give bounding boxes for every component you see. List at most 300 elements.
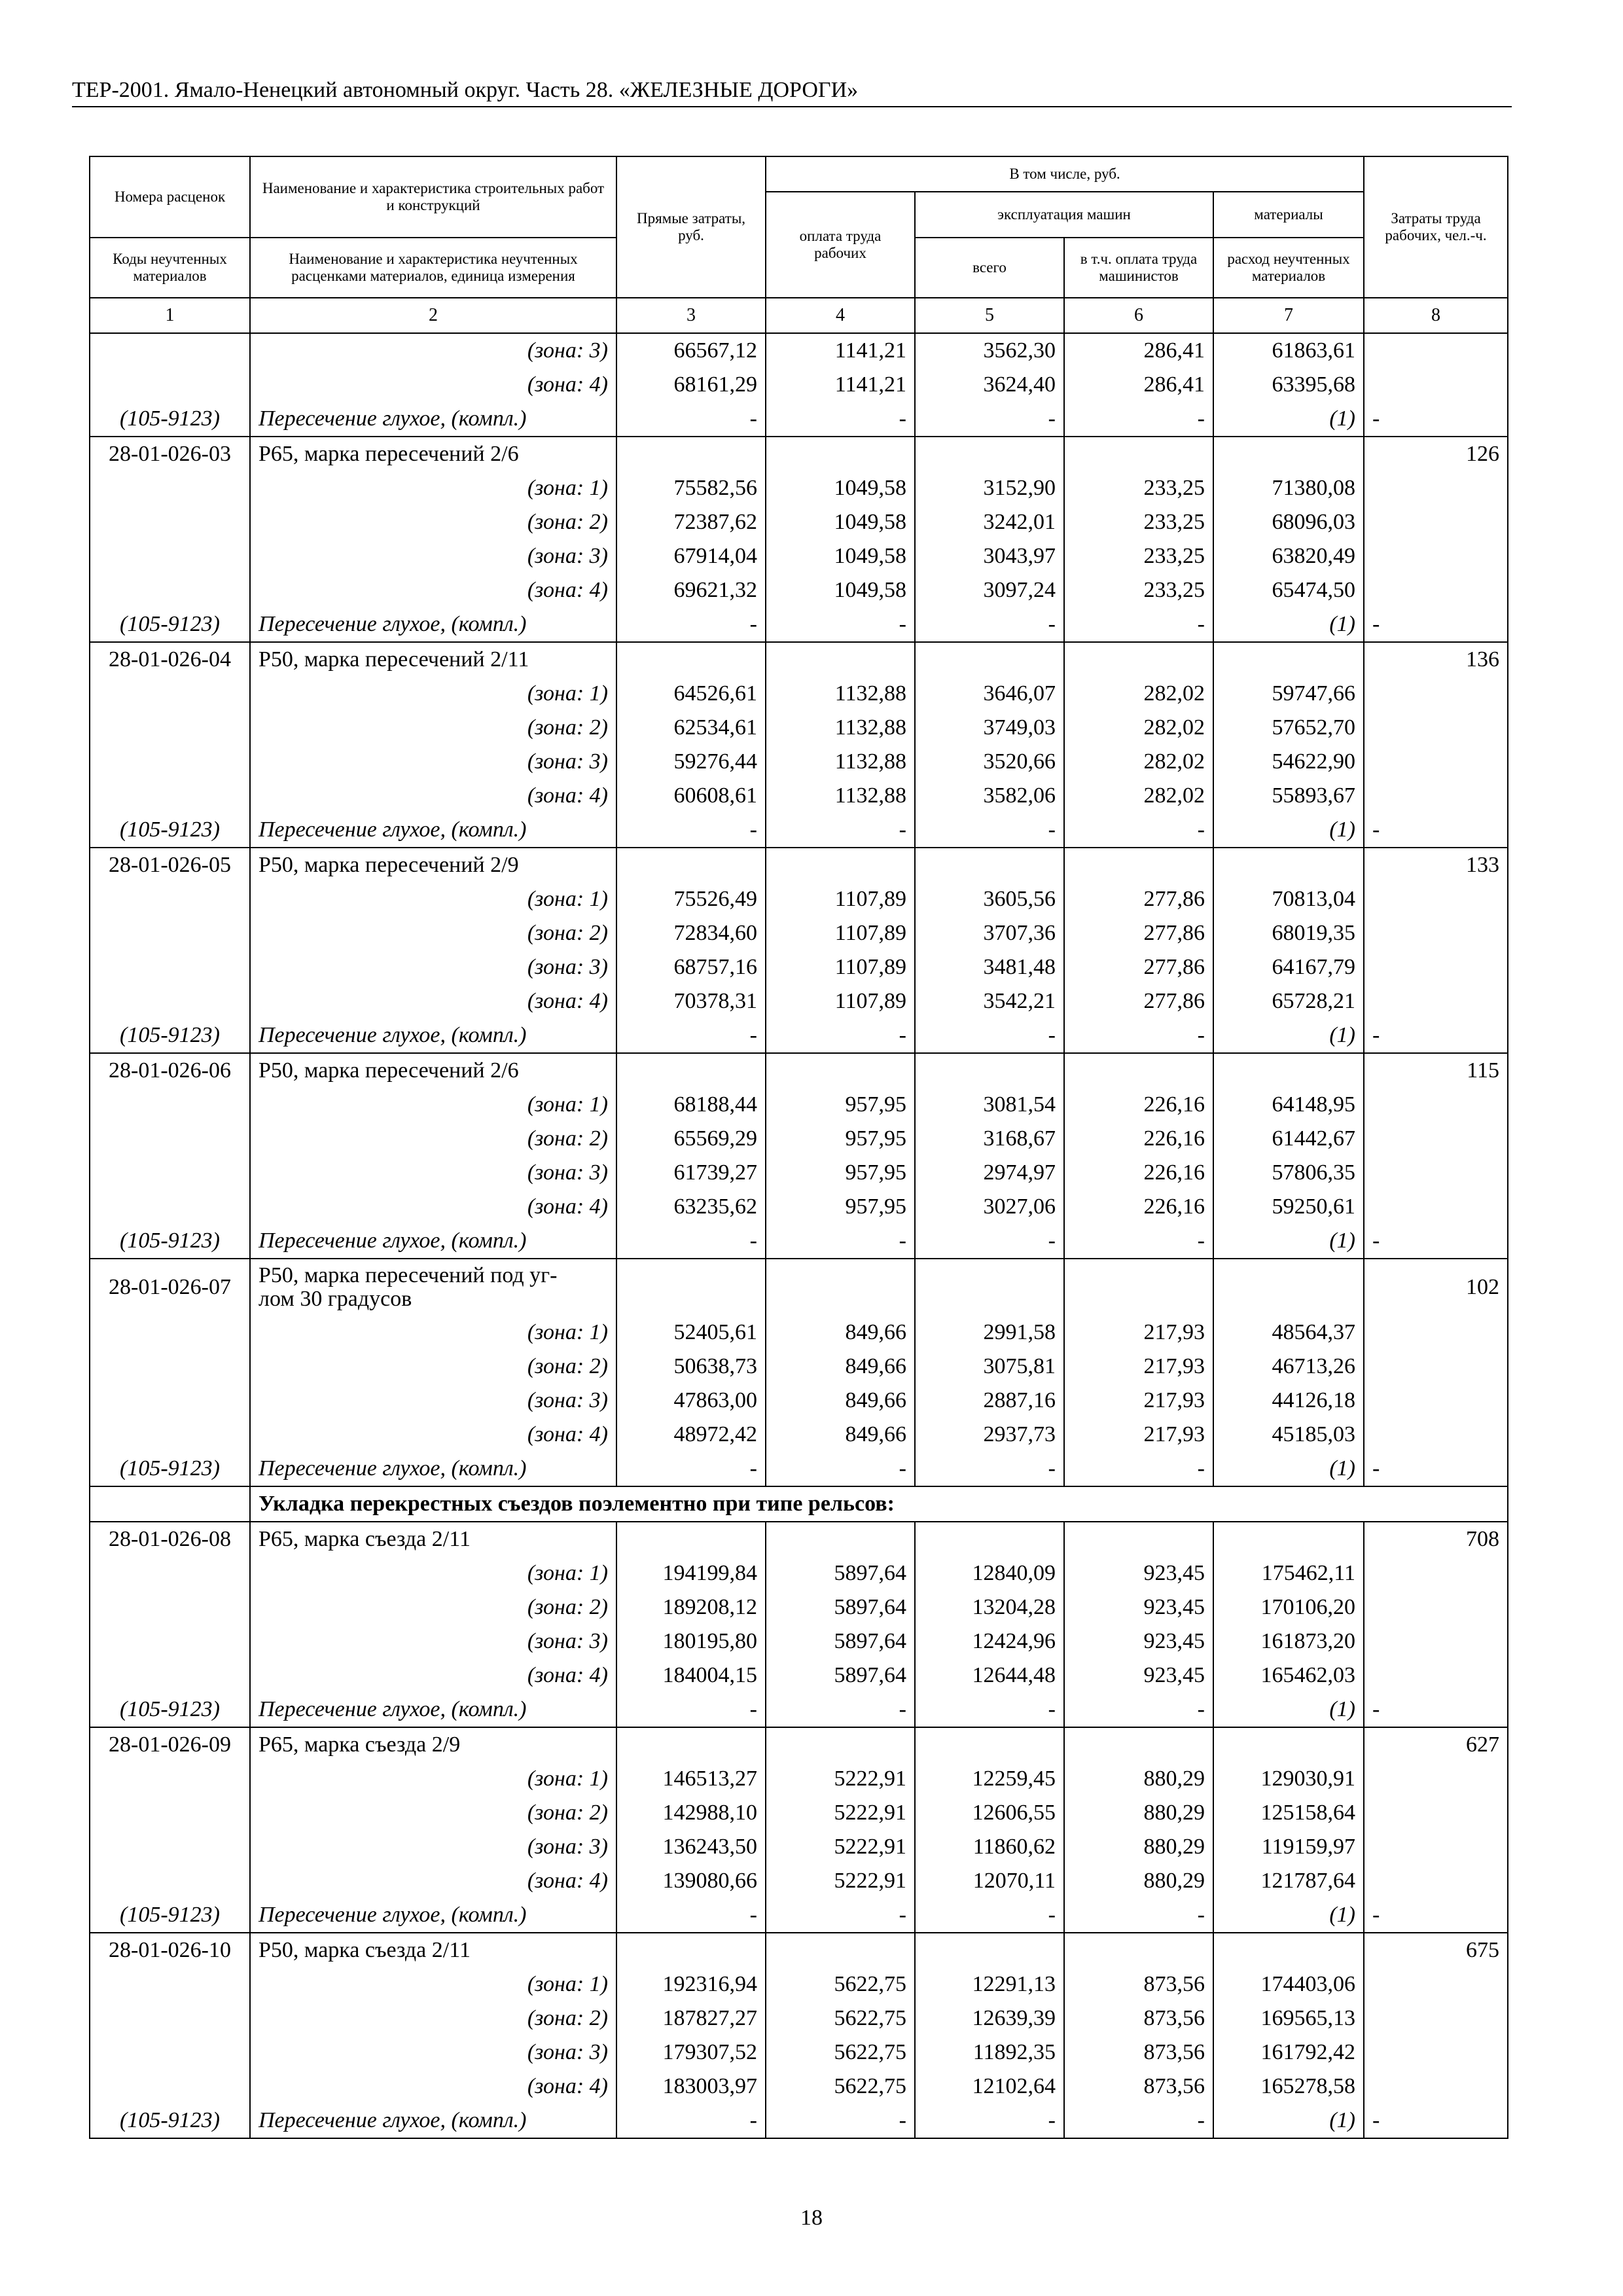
value-cell: 12606,55 — [915, 1796, 1064, 1830]
empty-cell — [90, 1624, 250, 1659]
zone-row — [90, 1659, 1508, 1693]
material-value: - — [1364, 2104, 1508, 2138]
value-cell: 12644,48 — [915, 1659, 1064, 1693]
material-code: (105-9123) — [90, 1452, 250, 1486]
value-cell: 12840,09 — [915, 1556, 1064, 1590]
value-cell: 1132,88 — [766, 711, 915, 745]
material-value: - — [616, 1452, 766, 1486]
value-cell: 165278,58 — [1213, 2070, 1364, 2104]
zone-label: (зона: 1) — [250, 1316, 616, 1350]
zone-row — [90, 1088, 1508, 1122]
material-value: - — [616, 402, 766, 437]
value-cell: 226,16 — [1064, 1088, 1213, 1122]
empty-cell — [90, 2001, 250, 2036]
empty-cell — [1064, 642, 1213, 677]
material-name: Пересечение глухое, (компл.) — [250, 402, 616, 437]
empty-cell — [1364, 1190, 1508, 1224]
value-cell: 3097,24 — [915, 573, 1064, 607]
zone-label: (зона: 4) — [250, 368, 616, 402]
value-cell: 3749,03 — [915, 711, 1064, 745]
empty-cell — [90, 1556, 250, 1590]
value-cell: 3043,97 — [915, 539, 1064, 573]
value-cell: 63820,49 — [1213, 539, 1364, 573]
empty-cell — [915, 1522, 1064, 1556]
value-cell: 65569,29 — [616, 1122, 766, 1156]
value-cell: 282,02 — [1064, 745, 1213, 779]
empty-cell — [90, 1590, 250, 1624]
value-cell: 161792,42 — [1213, 2036, 1364, 2070]
value-cell: 48564,37 — [1213, 1316, 1364, 1350]
value-cell: 63235,62 — [616, 1190, 766, 1224]
value-cell: 5897,64 — [766, 1590, 915, 1624]
col-header-6: в т.ч. оплата труда машинистов — [1064, 238, 1213, 298]
rate-code: 28-01-026-09 — [90, 1727, 250, 1762]
empty-cell — [90, 745, 250, 779]
zone-row — [90, 1418, 1508, 1452]
value-cell: 142988,10 — [616, 1796, 766, 1830]
value-cell: 72834,60 — [616, 916, 766, 950]
empty-cell — [1364, 1659, 1508, 1693]
empty-cell — [90, 711, 250, 745]
value-cell: 44126,18 — [1213, 1384, 1364, 1418]
zone-label: (зона: 3) — [250, 950, 616, 984]
empty-cell — [1364, 984, 1508, 1018]
empty-cell — [766, 1727, 915, 1762]
value-cell: 233,25 — [1064, 471, 1213, 505]
empty-cell — [90, 677, 250, 711]
value-cell: 3242,01 — [915, 505, 1064, 539]
empty-cell — [1364, 1350, 1508, 1384]
zone-row — [90, 984, 1508, 1018]
value-cell: 880,29 — [1064, 1762, 1213, 1796]
value-cell: 1049,58 — [766, 573, 915, 607]
material-row — [90, 402, 1508, 437]
empty-cell — [1213, 1259, 1364, 1316]
material-name: Пересечение глухое, (компл.) — [250, 813, 616, 848]
empty-cell — [766, 1053, 915, 1088]
empty-cell — [1364, 1418, 1508, 1452]
value-cell: 282,02 — [1064, 677, 1213, 711]
labor-cost: 133 — [1364, 848, 1508, 882]
zone-row — [90, 711, 1508, 745]
value-cell: 3152,90 — [915, 471, 1064, 505]
material-name: Пересечение глухое, (компл.) — [250, 2104, 616, 2138]
zone-label: (зона: 3) — [250, 1384, 616, 1418]
zone-row — [90, 2036, 1508, 2070]
empty-cell — [90, 2070, 250, 2104]
empty-cell — [616, 437, 766, 471]
col-header-1a: Номера расценок — [90, 156, 250, 238]
material-name: Пересечение глухое, (компл.) — [250, 1224, 616, 1259]
zone-row — [90, 471, 1508, 505]
empty-cell — [90, 471, 250, 505]
value-cell: 68757,16 — [616, 950, 766, 984]
empty-cell — [915, 437, 1064, 471]
zone-row — [90, 1350, 1508, 1384]
material-row — [90, 1224, 1508, 1259]
material-value: - — [1064, 402, 1213, 437]
rate-name: Р65, марка съезда 2/11 — [250, 1522, 616, 1556]
zone-label: (зона: 3) — [250, 1156, 616, 1190]
col-num: 3 — [616, 298, 766, 333]
empty-cell — [90, 1350, 250, 1384]
value-cell: 61863,61 — [1213, 333, 1364, 368]
value-cell: 12259,45 — [915, 1762, 1064, 1796]
value-cell: 873,56 — [1064, 2070, 1213, 2104]
value-cell: 59276,44 — [616, 745, 766, 779]
value-cell: 136243,50 — [616, 1830, 766, 1864]
value-cell: 5622,75 — [766, 2070, 915, 2104]
zone-label: (зона: 2) — [250, 711, 616, 745]
empty-cell — [766, 1522, 915, 1556]
empty-cell — [915, 848, 1064, 882]
material-value: - — [1364, 1693, 1508, 1727]
empty-cell — [1364, 1590, 1508, 1624]
value-cell: 184004,15 — [616, 1659, 766, 1693]
empty-cell — [1213, 1933, 1364, 1967]
material-value: (1) — [1213, 2104, 1364, 2138]
empty-cell — [90, 779, 250, 813]
zone-label: (зона: 1) — [250, 677, 616, 711]
value-cell: 277,86 — [1064, 882, 1213, 916]
zone-row — [90, 505, 1508, 539]
value-cell: 3520,66 — [915, 745, 1064, 779]
value-cell: 3075,81 — [915, 1350, 1064, 1384]
zone-row — [90, 1556, 1508, 1590]
value-cell: 64526,61 — [616, 677, 766, 711]
empty-cell — [1064, 1727, 1213, 1762]
value-cell: 849,66 — [766, 1316, 915, 1350]
material-value: (1) — [1213, 813, 1364, 848]
empty-cell — [1364, 2036, 1508, 2070]
rate-row — [90, 1259, 1508, 1316]
material-value: - — [1064, 813, 1213, 848]
zone-label: (зона: 3) — [250, 539, 616, 573]
labor-cost: 675 — [1364, 1933, 1508, 1967]
zone-label: (зона: 2) — [250, 1796, 616, 1830]
empty-cell — [616, 1933, 766, 1967]
zone-label: (зона: 4) — [250, 779, 616, 813]
labor-cost: 102 — [1364, 1259, 1508, 1316]
value-cell: 63395,68 — [1213, 368, 1364, 402]
material-value: - — [766, 2104, 915, 2138]
empty-cell — [1364, 1316, 1508, 1350]
zone-label: (зона: 2) — [250, 1590, 616, 1624]
zone-row — [90, 779, 1508, 813]
zone-label: (зона: 2) — [250, 505, 616, 539]
material-value: - — [1064, 607, 1213, 642]
value-cell: 217,93 — [1064, 1418, 1213, 1452]
material-row — [90, 1452, 1508, 1486]
zone-row — [90, 745, 1508, 779]
value-cell: 1049,58 — [766, 505, 915, 539]
empty-cell — [1213, 1053, 1364, 1088]
value-cell: 75582,56 — [616, 471, 766, 505]
material-value: (1) — [1213, 1224, 1364, 1259]
zone-row — [90, 950, 1508, 984]
rate-row — [90, 1522, 1508, 1556]
value-cell: 3481,48 — [915, 950, 1064, 984]
value-cell: 61442,67 — [1213, 1122, 1364, 1156]
material-code: (105-9123) — [90, 1018, 250, 1053]
zone-label: (зона: 1) — [250, 882, 616, 916]
value-cell: 5222,91 — [766, 1762, 915, 1796]
material-value: - — [1064, 2104, 1213, 2138]
value-cell: 129030,91 — [1213, 1762, 1364, 1796]
empty-cell — [90, 1122, 250, 1156]
zone-label: (зона: 1) — [250, 1556, 616, 1590]
value-cell: 3624,40 — [915, 368, 1064, 402]
zone-label: (зона: 2) — [250, 1350, 616, 1384]
zone-label: (зона: 4) — [250, 1418, 616, 1452]
value-cell: 957,95 — [766, 1156, 915, 1190]
value-cell: 880,29 — [1064, 1864, 1213, 1898]
value-cell: 5897,64 — [766, 1556, 915, 1590]
labor-cost: 708 — [1364, 1522, 1508, 1556]
value-cell: 5222,91 — [766, 1864, 915, 1898]
material-value: - — [1364, 607, 1508, 642]
value-cell: 5622,75 — [766, 1967, 915, 2001]
value-cell: 217,93 — [1064, 1350, 1213, 1384]
empty-cell — [766, 437, 915, 471]
material-value: - — [616, 1224, 766, 1259]
empty-cell — [1064, 1933, 1213, 1967]
col-num: 7 — [1213, 298, 1364, 333]
zone-label: (зона: 3) — [250, 2036, 616, 2070]
empty-cell — [766, 642, 915, 677]
value-cell: 2887,16 — [915, 1384, 1064, 1418]
value-cell: 217,93 — [1064, 1384, 1213, 1418]
material-value: - — [1364, 1898, 1508, 1933]
col-header-5: всего — [915, 238, 1064, 298]
value-cell: 880,29 — [1064, 1830, 1213, 1864]
zone-label: (зона: 2) — [250, 2001, 616, 2036]
material-value: - — [915, 607, 1064, 642]
value-cell: 923,45 — [1064, 1624, 1213, 1659]
material-value: (1) — [1213, 1898, 1364, 1933]
rate-row — [90, 1727, 1508, 1762]
empty-cell — [90, 1088, 250, 1122]
col-header-8: Затраты труда рабочих, чел.-ч. — [1364, 156, 1508, 298]
material-value: (1) — [1213, 1693, 1364, 1727]
value-cell: 75526,49 — [616, 882, 766, 916]
empty-cell — [1364, 1556, 1508, 1590]
value-cell: 192316,94 — [616, 1967, 766, 2001]
rate-name: Р50, марка пересечений под уг- лом 30 градусов — [250, 1259, 616, 1316]
col-num: 2 — [250, 298, 616, 333]
empty-cell — [1364, 471, 1508, 505]
empty-cell — [1364, 539, 1508, 573]
value-cell: 233,25 — [1064, 505, 1213, 539]
value-cell: 68188,44 — [616, 1088, 766, 1122]
value-cell: 233,25 — [1064, 573, 1213, 607]
material-name: Пересечение глухое, (компл.) — [250, 1452, 616, 1486]
material-value: - — [1064, 1018, 1213, 1053]
value-cell: 12070,11 — [915, 1864, 1064, 1898]
zone-label: (зона: 4) — [250, 2070, 616, 2104]
value-cell: 282,02 — [1064, 779, 1213, 813]
zone-row — [90, 2001, 1508, 2036]
zone-label: (зона: 4) — [250, 1864, 616, 1898]
value-cell: 69621,32 — [616, 573, 766, 607]
rate-row — [90, 642, 1508, 677]
material-row — [90, 1898, 1508, 1933]
material-value: - — [616, 2104, 766, 2138]
empty-cell — [915, 642, 1064, 677]
material-row — [90, 1693, 1508, 1727]
material-code: (105-9123) — [90, 2104, 250, 2138]
zone-label: (зона: 4) — [250, 573, 616, 607]
material-value: - — [616, 813, 766, 848]
material-name: Пересечение глухое, (компл.) — [250, 607, 616, 642]
empty-cell — [915, 1933, 1064, 1967]
value-cell: 3707,36 — [915, 916, 1064, 950]
zone-row — [90, 539, 1508, 573]
empty-cell — [1364, 950, 1508, 984]
value-cell: 849,66 — [766, 1418, 915, 1452]
empty-cell — [1364, 1830, 1508, 1864]
empty-cell — [1364, 1156, 1508, 1190]
rate-code: 28-01-026-07 — [90, 1259, 250, 1316]
value-cell: 12424,96 — [915, 1624, 1064, 1659]
value-cell: 59747,66 — [1213, 677, 1364, 711]
empty-cell — [1364, 368, 1508, 402]
value-cell: 125158,64 — [1213, 1796, 1364, 1830]
empty-cell — [1213, 437, 1364, 471]
value-cell: 3562,30 — [915, 333, 1064, 368]
empty-cell — [90, 984, 250, 1018]
empty-cell — [1064, 848, 1213, 882]
value-cell: 183003,97 — [616, 2070, 766, 2104]
value-cell: 5622,75 — [766, 2036, 915, 2070]
rate-row — [90, 1053, 1508, 1088]
empty-cell — [90, 882, 250, 916]
value-cell: 3168,67 — [915, 1122, 1064, 1156]
empty-cell — [1064, 437, 1213, 471]
value-cell: 55893,67 — [1213, 779, 1364, 813]
value-cell: 957,95 — [766, 1088, 915, 1122]
zone-row — [90, 333, 1508, 368]
value-cell: 13204,28 — [915, 1590, 1064, 1624]
empty-cell — [90, 1967, 250, 2001]
value-cell: 180195,80 — [616, 1624, 766, 1659]
value-cell: 65728,21 — [1213, 984, 1364, 1018]
empty-cell — [90, 950, 250, 984]
value-cell: 217,93 — [1064, 1316, 1213, 1350]
zone-row — [90, 1864, 1508, 1898]
col-num: 6 — [1064, 298, 1213, 333]
zone-row — [90, 1122, 1508, 1156]
value-cell: 3542,21 — [915, 984, 1064, 1018]
empty-cell — [90, 1156, 250, 1190]
value-cell: 48972,42 — [616, 1418, 766, 1452]
empty-cell — [90, 333, 250, 368]
material-value: - — [1364, 1224, 1508, 1259]
empty-cell — [1364, 2001, 1508, 2036]
value-cell: 2974,97 — [915, 1156, 1064, 1190]
empty-cell — [616, 848, 766, 882]
empty-cell — [1364, 1624, 1508, 1659]
zone-row — [90, 1316, 1508, 1350]
value-cell: 923,45 — [1064, 1556, 1213, 1590]
value-cell: 61739,27 — [616, 1156, 766, 1190]
rate-code: 28-01-026-08 — [90, 1522, 250, 1556]
material-value: - — [915, 813, 1064, 848]
col-num: 8 — [1364, 298, 1508, 333]
empty-cell — [1364, 573, 1508, 607]
zone-row — [90, 1762, 1508, 1796]
value-cell: 923,45 — [1064, 1659, 1213, 1693]
material-code: (105-9123) — [90, 813, 250, 848]
value-cell: 50638,73 — [616, 1350, 766, 1384]
value-cell: 957,95 — [766, 1190, 915, 1224]
material-row — [90, 607, 1508, 642]
rate-name: Р50, марка пересечений 2/9 — [250, 848, 616, 882]
value-cell: 179307,52 — [616, 2036, 766, 2070]
value-cell: 849,66 — [766, 1384, 915, 1418]
empty-cell — [90, 1796, 250, 1830]
value-cell: 187827,27 — [616, 2001, 766, 2036]
value-cell: 226,16 — [1064, 1122, 1213, 1156]
value-cell: 3081,54 — [915, 1088, 1064, 1122]
value-cell: 1132,88 — [766, 745, 915, 779]
empty-cell — [1364, 1088, 1508, 1122]
zone-row — [90, 916, 1508, 950]
value-cell: 957,95 — [766, 1122, 915, 1156]
zone-row — [90, 1796, 1508, 1830]
material-code: (105-9123) — [90, 1898, 250, 1933]
zone-label: (зона: 2) — [250, 916, 616, 950]
material-value: - — [915, 402, 1064, 437]
zone-row — [90, 1967, 1508, 2001]
material-name: Пересечение глухое, (компл.) — [250, 1693, 616, 1727]
rate-code: 28-01-026-04 — [90, 642, 250, 677]
empty-cell — [1213, 642, 1364, 677]
rate-row — [90, 437, 1508, 471]
empty-cell — [90, 1190, 250, 1224]
value-cell: 57652,70 — [1213, 711, 1364, 745]
value-cell: 174403,06 — [1213, 1967, 1364, 2001]
value-cell: 67914,04 — [616, 539, 766, 573]
zone-row — [90, 573, 1508, 607]
value-cell: 5222,91 — [766, 1830, 915, 1864]
value-cell: 121787,64 — [1213, 1864, 1364, 1898]
value-cell: 873,56 — [1064, 2036, 1213, 2070]
material-value: - — [766, 607, 915, 642]
material-value: - — [1364, 1018, 1508, 1053]
value-cell: 12639,39 — [915, 2001, 1064, 2036]
value-cell: 1132,88 — [766, 779, 915, 813]
col-num: 1 — [90, 298, 250, 333]
rate-row — [90, 848, 1508, 882]
material-value: - — [915, 1018, 1064, 1053]
rate-name: Р65, марка пересечений 2/6 — [250, 437, 616, 471]
table-body — [90, 333, 1508, 2138]
value-cell: 169565,13 — [1213, 2001, 1364, 2036]
value-cell: 189208,12 — [616, 1590, 766, 1624]
material-name: Пересечение глухое, (компл.) — [250, 1018, 616, 1053]
empty-cell — [1364, 333, 1508, 368]
value-cell: 170106,20 — [1213, 1590, 1364, 1624]
value-cell: 1049,58 — [766, 539, 915, 573]
value-cell: 1107,89 — [766, 916, 915, 950]
material-row — [90, 813, 1508, 848]
value-cell: 923,45 — [1064, 1590, 1213, 1624]
col-header-4: оплата труда рабочих — [766, 192, 915, 298]
col-header-2a: Наименование и характеристика строительных работ и конструкций — [250, 156, 616, 238]
material-value: - — [1064, 1693, 1213, 1727]
zone-label: (зона: 3) — [250, 1624, 616, 1659]
